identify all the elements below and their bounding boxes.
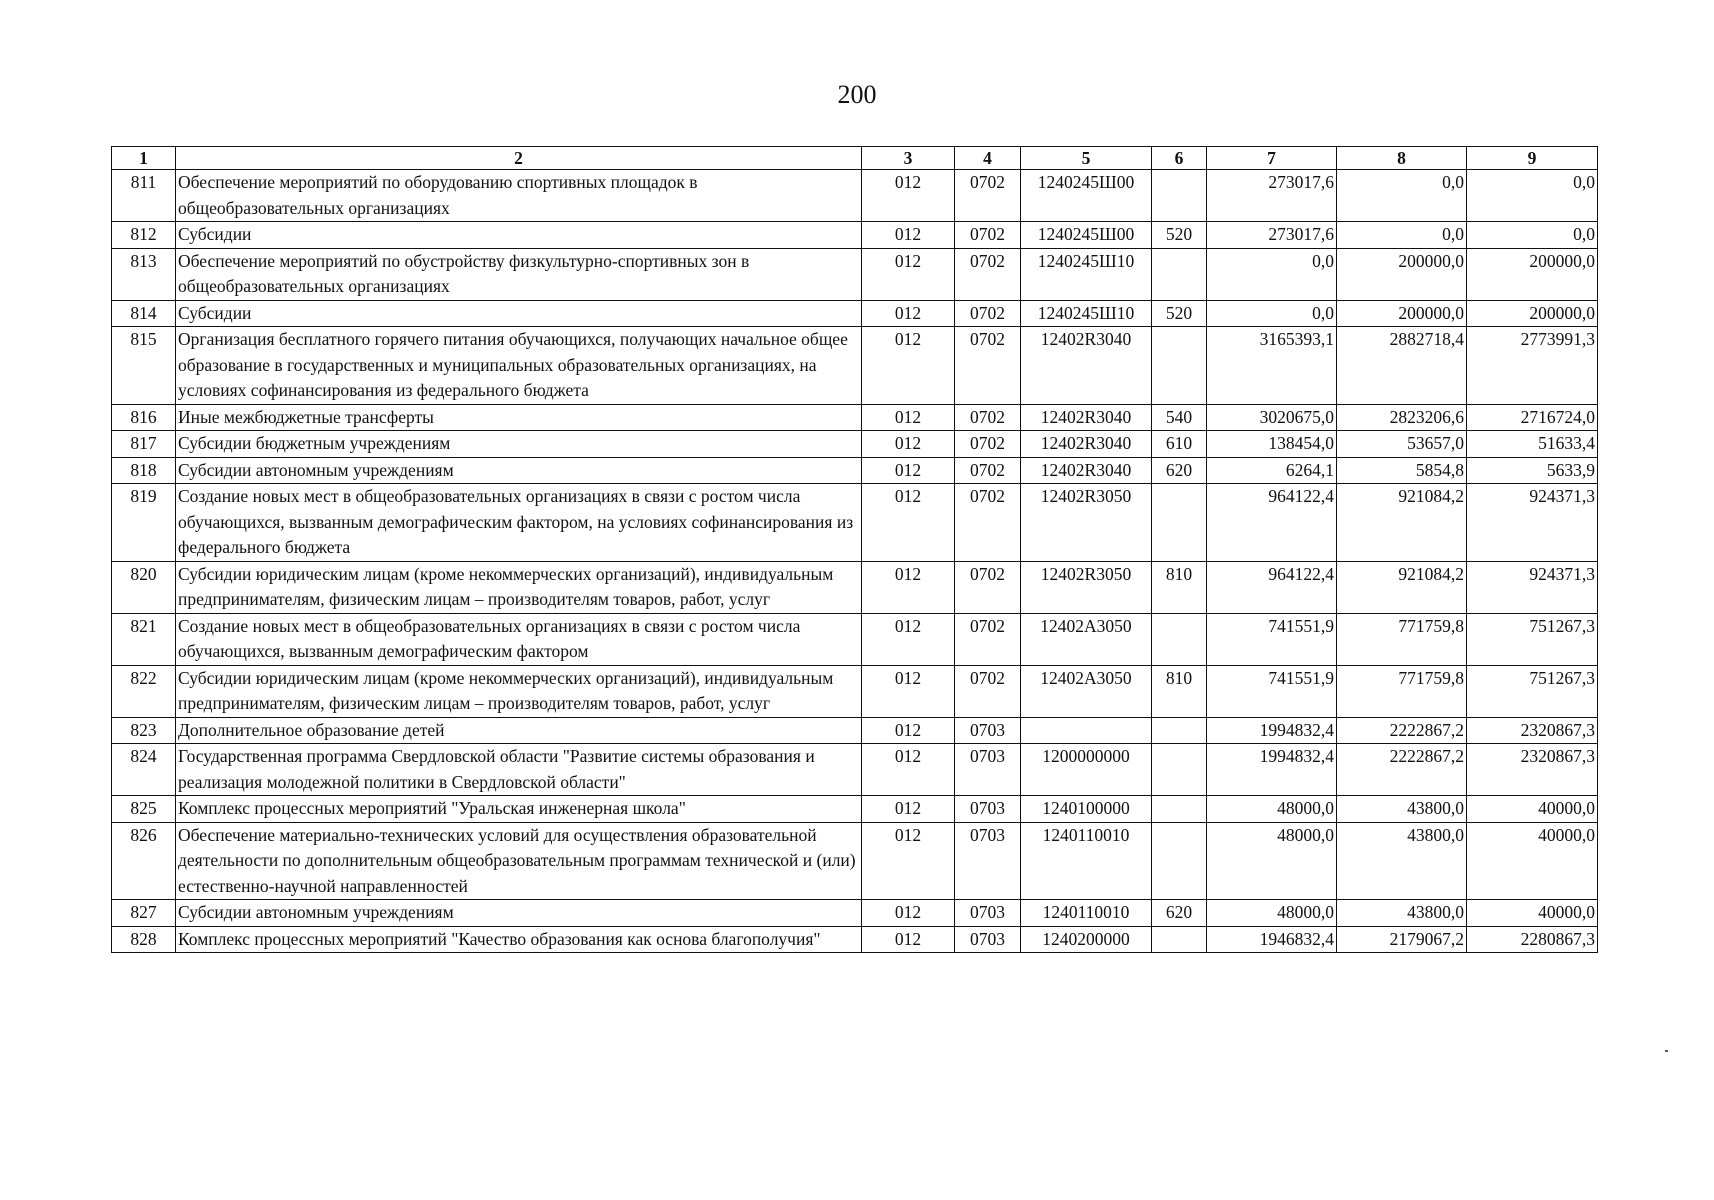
item-name-cell: Субсидии [176,222,862,249]
amount-col7-cell: 1994832,4 [1207,744,1337,796]
header-cell: 5 [1021,147,1152,170]
amount-col9-cell: 5633,9 [1467,457,1598,484]
section-code-cell: 0702 [955,404,1021,431]
row-number-cell: 817 [112,431,176,458]
admin-code-cell: 012 [862,457,955,484]
header-row [112,147,1598,170]
expense-type-cell [1152,796,1207,823]
row-number-cell: 820 [112,561,176,613]
row-number-cell: 816 [112,404,176,431]
expense-type-cell [1152,926,1207,953]
amount-col7-cell: 3165393,1 [1207,327,1337,405]
amount-col8-cell: 921084,2 [1337,484,1467,562]
table-row [112,222,1598,249]
row-number-cell: 826 [112,822,176,900]
amount-col8-cell: 53657,0 [1337,431,1467,458]
admin-code-cell: 012 [862,484,955,562]
expense-type-cell [1152,717,1207,744]
target-article-cell: 1240200000 [1021,926,1152,953]
section-code-cell: 0702 [955,300,1021,327]
table-body [112,170,1598,953]
amount-col8-cell: 0,0 [1337,222,1467,249]
section-code-cell: 0702 [955,248,1021,300]
budget-table [111,146,1598,953]
target-article-cell: 12402R3040 [1021,404,1152,431]
expense-type-cell: 520 [1152,222,1207,249]
item-name-cell: Дополнительное образование детей [176,717,862,744]
amount-col8-cell: 771759,8 [1337,613,1467,665]
amount-col7-cell: 138454,0 [1207,431,1337,458]
section-code-cell: 0702 [955,613,1021,665]
item-name-cell: Государственная программа Свердловской области "Развитие системы образования и реализация молодежной политики в Свердловской области" [176,744,862,796]
header-cell: 6 [1152,147,1207,170]
amount-col8-cell: 0,0 [1337,170,1467,222]
row-number-cell: 828 [112,926,176,953]
item-name-cell: Комплекс процессных мероприятий "Уральская инженерная школа" [176,796,862,823]
amount-col9-cell: 200000,0 [1467,248,1598,300]
amount-col9-cell: 924371,3 [1467,484,1598,562]
target-article-cell: 1240245Ш00 [1021,170,1152,222]
item-name-cell: Субсидии бюджетным учреждениям [176,431,862,458]
target-article-cell: 12402R3040 [1021,327,1152,405]
expense-type-cell [1152,327,1207,405]
expense-type-cell [1152,822,1207,900]
item-name-cell: Создание новых мест в общеобразовательных организациях в связи с ростом числа обучающихся, вызванным демографическим фактором, на условиях софинансирования из федерального бюджета [176,484,862,562]
amount-col9-cell: 2320867,3 [1467,744,1598,796]
header-cell: 3 [862,147,955,170]
amount-col7-cell: 3020675,0 [1207,404,1337,431]
table-row [112,822,1598,900]
table-row [112,484,1598,562]
amount-col8-cell: 2179067,2 [1337,926,1467,953]
target-article-cell: 12402R3050 [1021,484,1152,562]
admin-code-cell: 012 [862,717,955,744]
admin-code-cell: 012 [862,744,955,796]
item-name-cell: Субсидии [176,300,862,327]
row-number-cell: 812 [112,222,176,249]
amount-col9-cell: 751267,3 [1467,665,1598,717]
section-code-cell: 0702 [955,665,1021,717]
item-name-cell: Обеспечение мероприятий по оборудованию спортивных площадок в общеобразовательных организациях [176,170,862,222]
amount-col7-cell: 0,0 [1207,300,1337,327]
amount-col7-cell: 273017,6 [1207,170,1337,222]
row-number-cell: 824 [112,744,176,796]
row-number-cell: 815 [112,327,176,405]
section-code-cell: 0702 [955,327,1021,405]
target-article-cell: 12402R3050 [1021,561,1152,613]
section-code-cell: 0703 [955,900,1021,927]
section-code-cell: 0703 [955,796,1021,823]
page-number: 200 [837,80,877,109]
amount-col8-cell: 2882718,4 [1337,327,1467,405]
expense-type-cell: 810 [1152,665,1207,717]
amount-col8-cell: 2222867,2 [1337,717,1467,744]
table-row [112,665,1598,717]
amount-col8-cell: 5854,8 [1337,457,1467,484]
expense-type-cell: 540 [1152,404,1207,431]
header-cell: 1 [112,147,176,170]
admin-code-cell: 012 [862,431,955,458]
table-row [112,327,1598,405]
amount-col9-cell: 40000,0 [1467,822,1598,900]
amount-col9-cell: 200000,0 [1467,300,1598,327]
table-row [112,561,1598,613]
header-cell: 8 [1337,147,1467,170]
scan-mark [1665,1050,1668,1052]
amount-col7-cell: 741551,9 [1207,665,1337,717]
item-name-cell: Обеспечение материально-технических условий для осуществления образовательной деятельности по дополнительным общеобразовательным программам технической и (или) естественно-научной направленностей [176,822,862,900]
row-number-cell: 821 [112,613,176,665]
amount-col9-cell: 0,0 [1467,222,1598,249]
amount-col7-cell: 964122,4 [1207,484,1337,562]
amount-col8-cell: 200000,0 [1337,300,1467,327]
amount-col9-cell: 924371,3 [1467,561,1598,613]
amount-col8-cell: 921084,2 [1337,561,1467,613]
section-code-cell: 0703 [955,717,1021,744]
amount-col9-cell: 40000,0 [1467,900,1598,927]
amount-col7-cell: 741551,9 [1207,613,1337,665]
row-number-cell: 823 [112,717,176,744]
admin-code-cell: 012 [862,796,955,823]
target-article-cell: 1240100000 [1021,796,1152,823]
target-article-cell [1021,717,1152,744]
section-code-cell: 0702 [955,457,1021,484]
amount-col7-cell: 0,0 [1207,248,1337,300]
table-row [112,900,1598,927]
target-article-cell: 1240110010 [1021,900,1152,927]
row-number-cell: 822 [112,665,176,717]
target-article-cell: 1240110010 [1021,822,1152,900]
section-code-cell: 0703 [955,822,1021,900]
admin-code-cell: 012 [862,900,955,927]
item-name-cell: Иные межбюджетные трансферты [176,404,862,431]
item-name-cell: Субсидии юридическим лицам (кроме некоммерческих организаций), индивидуальным предпринимателям, физическим лицам – производителям товаров, работ, услуг [176,561,862,613]
amount-col9-cell: 2280867,3 [1467,926,1598,953]
amount-col9-cell: 751267,3 [1467,613,1598,665]
expense-type-cell: 610 [1152,431,1207,458]
amount-col9-cell: 51633,4 [1467,431,1598,458]
target-article-cell: 1240245Ш00 [1021,222,1152,249]
header-cell: 9 [1467,147,1598,170]
header-cell: 7 [1207,147,1337,170]
amount-col9-cell: 0,0 [1467,170,1598,222]
admin-code-cell: 012 [862,327,955,405]
admin-code-cell: 012 [862,222,955,249]
table-row [112,300,1598,327]
admin-code-cell: 012 [862,665,955,717]
expense-type-cell: 810 [1152,561,1207,613]
target-article-cell: 1240245Ш10 [1021,248,1152,300]
section-code-cell: 0702 [955,484,1021,562]
row-number-cell: 813 [112,248,176,300]
amount-col9-cell: 2320867,3 [1467,717,1598,744]
item-name-cell: Создание новых мест в общеобразовательных организациях в связи с ростом числа обучающихся, вызванным демографическим фактором [176,613,862,665]
expense-type-cell: 520 [1152,300,1207,327]
header-cell: 2 [176,147,862,170]
target-article-cell: 12402А3050 [1021,613,1152,665]
amount-col7-cell: 273017,6 [1207,222,1337,249]
target-article-cell: 1200000000 [1021,744,1152,796]
table-row [112,796,1598,823]
admin-code-cell: 012 [862,404,955,431]
table-row [112,926,1598,953]
target-article-cell: 12402А3050 [1021,665,1152,717]
row-number-cell: 814 [112,300,176,327]
target-article-cell: 12402R3040 [1021,457,1152,484]
amount-col8-cell: 200000,0 [1337,248,1467,300]
amount-col8-cell: 2823206,6 [1337,404,1467,431]
section-code-cell: 0702 [955,170,1021,222]
target-article-cell: 1240245Ш10 [1021,300,1152,327]
expense-type-cell [1152,744,1207,796]
row-number-cell: 827 [112,900,176,927]
section-code-cell: 0702 [955,222,1021,249]
amount-col8-cell: 771759,8 [1337,665,1467,717]
admin-code-cell: 012 [862,822,955,900]
table-row [112,248,1598,300]
amount-col8-cell: 43800,0 [1337,900,1467,927]
admin-code-cell: 012 [862,926,955,953]
amount-col8-cell: 43800,0 [1337,796,1467,823]
amount-col7-cell: 48000,0 [1207,822,1337,900]
admin-code-cell: 012 [862,561,955,613]
admin-code-cell: 012 [862,248,955,300]
item-name-cell: Обеспечение мероприятий по обустройству физкультурно-спортивных зон в общеобразовательных организациях [176,248,862,300]
amount-col9-cell: 2716724,0 [1467,404,1598,431]
amount-col7-cell: 1994832,4 [1207,717,1337,744]
amount-col8-cell: 2222867,2 [1337,744,1467,796]
table-row [112,170,1598,222]
item-name-cell: Комплекс процессных мероприятий "Качество образования как основа благополучия" [176,926,862,953]
row-number-cell: 818 [112,457,176,484]
amount-col7-cell: 1946832,4 [1207,926,1337,953]
table-row [112,613,1598,665]
amount-col7-cell: 48000,0 [1207,900,1337,927]
row-number-cell: 811 [112,170,176,222]
expense-type-cell [1152,613,1207,665]
expense-type-cell: 620 [1152,900,1207,927]
expense-type-cell [1152,248,1207,300]
item-name-cell: Организация бесплатного горячего питания обучающихся, получающих начальное общее образование в государственных и муниципальных образовательных организациях, на условиях софинансирования из федерального бюджета [176,327,862,405]
amount-col7-cell: 48000,0 [1207,796,1337,823]
table-row [112,717,1598,744]
admin-code-cell: 012 [862,300,955,327]
section-code-cell: 0703 [955,926,1021,953]
amount-col7-cell: 6264,1 [1207,457,1337,484]
admin-code-cell: 012 [862,170,955,222]
table-row [112,404,1598,431]
amount-col9-cell: 2773991,3 [1467,327,1598,405]
table-row [112,431,1598,458]
table-row [112,457,1598,484]
section-code-cell: 0702 [955,561,1021,613]
admin-code-cell: 012 [862,613,955,665]
row-number-cell: 819 [112,484,176,562]
expense-type-cell [1152,484,1207,562]
expense-type-cell: 620 [1152,457,1207,484]
section-code-cell: 0702 [955,431,1021,458]
header-cell: 4 [955,147,1021,170]
target-article-cell: 12402R3040 [1021,431,1152,458]
expense-type-cell [1152,170,1207,222]
amount-col9-cell: 40000,0 [1467,796,1598,823]
table-row [112,744,1598,796]
item-name-cell: Субсидии автономным учреждениям [176,900,862,927]
amount-col8-cell: 43800,0 [1337,822,1467,900]
amount-col7-cell: 964122,4 [1207,561,1337,613]
section-code-cell: 0703 [955,744,1021,796]
row-number-cell: 825 [112,796,176,823]
item-name-cell: Субсидии автономным учреждениям [176,457,862,484]
item-name-cell: Субсидии юридическим лицам (кроме некоммерческих организаций), индивидуальным предпринимателям, физическим лицам – производителям товаров, работ, услуг [176,665,862,717]
